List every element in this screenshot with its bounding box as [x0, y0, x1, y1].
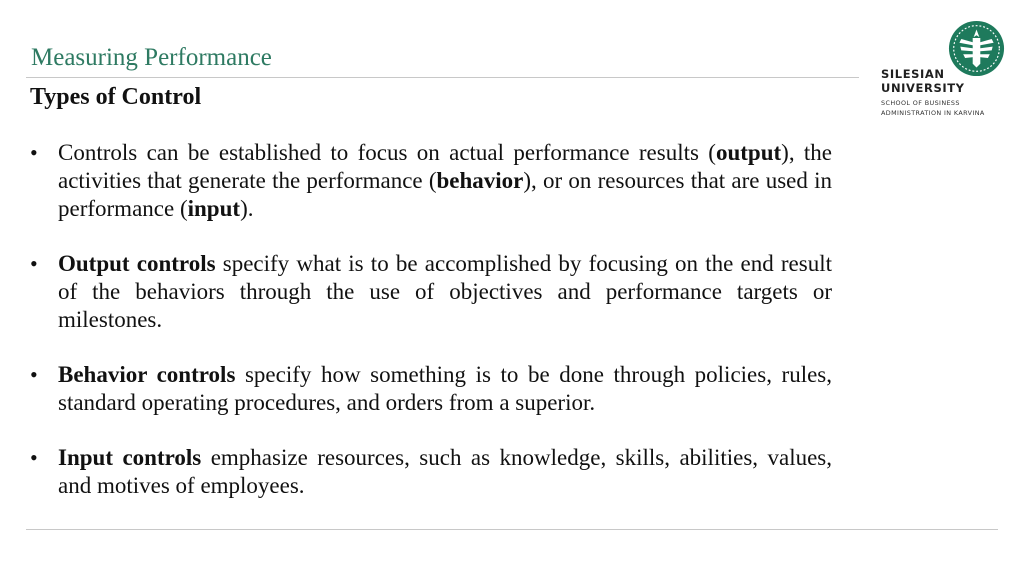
title-divider [26, 77, 859, 78]
logo-line-1: SILESIAN [881, 67, 945, 81]
bullet-bold-text: Output controls [58, 251, 216, 276]
university-emblem-icon [948, 20, 1005, 77]
bullet-text: specify how something is to be done through policies, rules, standard operating procedures, and orders from a superior. [58, 362, 832, 415]
bullet-item [30, 444, 832, 500]
logo-line-4: ADMINISTRATION IN KARVINA [881, 109, 985, 117]
bullet-dot-icon: • [30, 362, 38, 387]
bullet-dot-icon: • [30, 251, 38, 276]
bullet-bold-text: behavior [436, 168, 524, 193]
bullet-text: ). [240, 196, 254, 221]
bullet-bold-text: Behavior controls [58, 362, 236, 387]
bullet-bold-text: Input controls [58, 445, 202, 470]
bullet-text: emphasize resources, such as knowledge, skills, abilities, values, and motives of employees. [58, 445, 833, 498]
bullet-dot-icon: • [30, 445, 38, 470]
bullet-dot-icon: • [30, 140, 38, 165]
bullet-list [30, 139, 832, 527]
bullet-item [30, 250, 832, 334]
university-logo [878, 20, 1013, 120]
bullet-text: specify what is to be accomplished by focusing on the end result of the behaviors through the use of objectives and performance targets or milestones. [58, 251, 832, 332]
section-subtitle: Types of Control [30, 84, 202, 110]
bullet-bold-text: output [715, 140, 782, 165]
logo-line-2: UNIVERSITY [881, 81, 965, 95]
bullet-bold-text: input [187, 196, 241, 221]
footer-divider [26, 529, 998, 530]
bullet-text: ), or on resources that are used in performance ( [58, 168, 833, 221]
bullet-text: ), the activities that generate the performance ( [58, 140, 833, 193]
slide-title: Measuring Performance [31, 44, 272, 71]
bullet-text: Controls can be established to focus on actual performance results ( [58, 140, 716, 165]
logo-line-3: SCHOOL OF BUSINESS [881, 99, 960, 107]
bullet-item [30, 361, 832, 417]
bullet-item [30, 139, 832, 223]
